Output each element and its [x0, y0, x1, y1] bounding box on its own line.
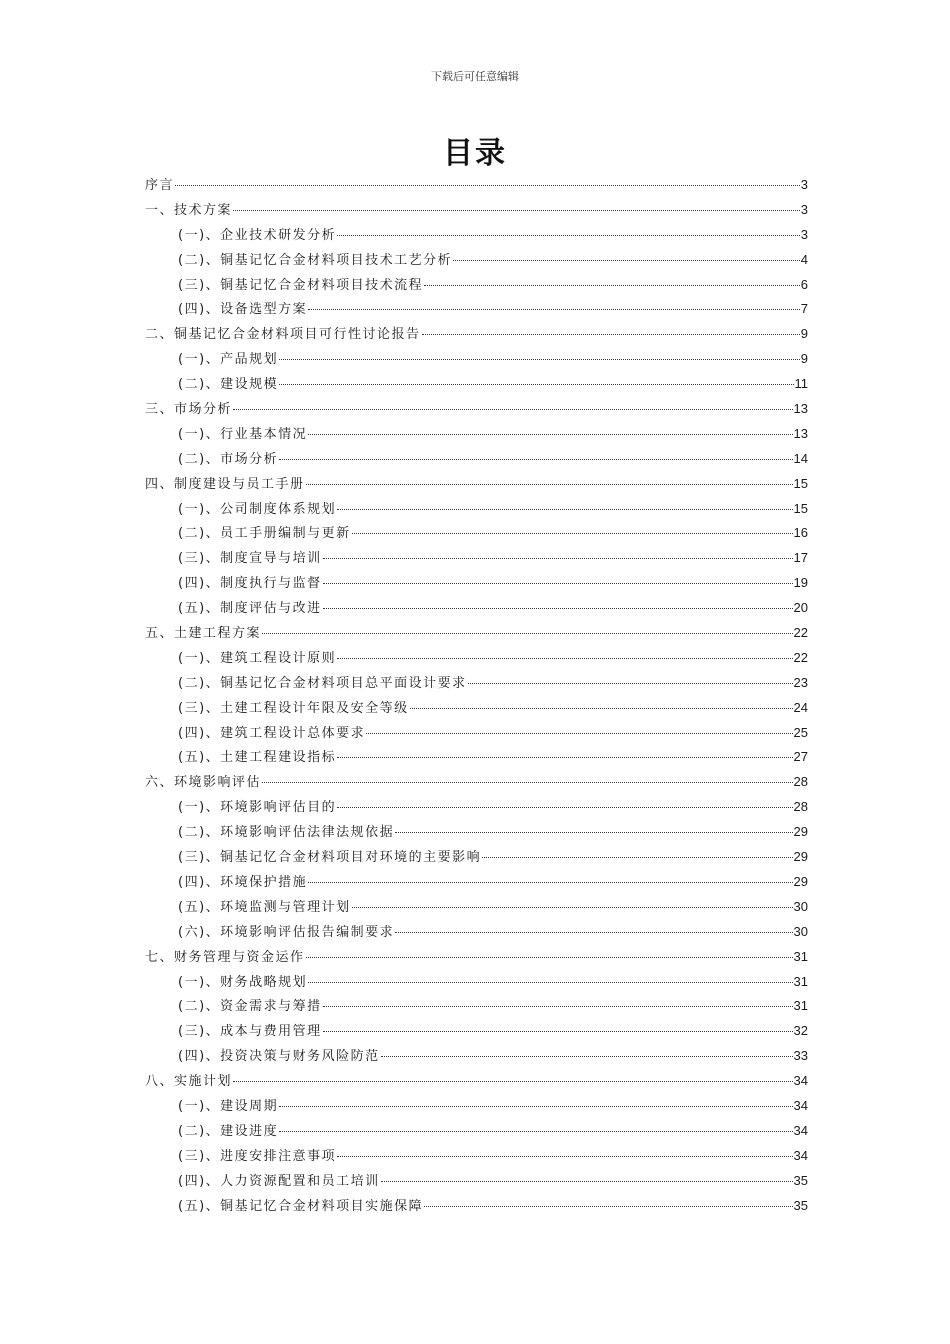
toc-entry-label: (二)、资金需求与筹措	[178, 999, 322, 1015]
toc-page-number: 27	[793, 749, 808, 765]
toc-page-number: 32	[793, 1023, 808, 1039]
toc-subentry[interactable]	[145, 348, 808, 373]
toc-leader-dots	[308, 434, 792, 435]
toc-entry[interactable]	[145, 323, 808, 348]
toc-page-number: 19	[793, 575, 808, 591]
toc-leader-dots	[424, 285, 800, 286]
toc-entry[interactable]	[145, 199, 808, 224]
toc-page-number: 34	[793, 1147, 808, 1163]
toc-entry-label: (一)、建筑工程设计原则	[178, 650, 337, 666]
toc-subentry[interactable]	[145, 871, 808, 896]
toc-leader-dots	[337, 1156, 792, 1157]
toc-page-number: 13	[793, 425, 808, 441]
toc-leader-dots	[352, 907, 793, 908]
toc-entry-label: (五)、土建工程建设指标	[178, 750, 337, 766]
toc-page-number: 15	[793, 500, 808, 516]
toc-entry-label: (五)、铜基记忆合金材料项目实施保障	[178, 1198, 424, 1214]
toc-entry[interactable]	[145, 473, 808, 498]
toc-subentry[interactable]	[145, 498, 808, 523]
toc-entry-label: 二、铜基记忆合金材料项目可行性讨论报告	[145, 327, 421, 343]
toc-leader-dots	[279, 384, 793, 385]
toc-page-number: 6	[800, 276, 808, 292]
toc-entry-label: (六)、环境影响评估报告编制要求	[178, 924, 395, 940]
toc-page-number: 34	[793, 1073, 808, 1089]
toc-page-number: 23	[793, 674, 808, 690]
toc-subentry[interactable]	[145, 722, 808, 747]
toc-leader-dots	[323, 608, 793, 609]
toc-page-number: 28	[793, 774, 808, 790]
toc-page-number: 28	[793, 799, 808, 815]
toc-entry-label: (三)、土建工程设计年限及安全等级	[178, 700, 409, 716]
toc-page-number: 29	[793, 873, 808, 889]
toc-leader-dots	[279, 1106, 792, 1107]
toc-entry-label: (四)、制度执行与监督	[178, 576, 322, 592]
toc-entry-label: 五、土建工程方案	[145, 626, 262, 642]
toc-subentry[interactable]	[145, 1145, 808, 1170]
toc-page-number: 35	[793, 1172, 808, 1188]
toc-entry-label: (一)、财务战略规划	[178, 974, 308, 990]
toc-entry-label: (五)、环境监测与管理计划	[178, 899, 351, 915]
toc-subentry[interactable]	[145, 522, 808, 547]
toc-subentry[interactable]	[145, 249, 808, 274]
toc-leader-dots	[323, 558, 793, 559]
toc-subentry[interactable]	[145, 373, 808, 398]
toc-leader-dots	[395, 832, 792, 833]
toc-leader-dots	[279, 359, 800, 360]
toc-leader-dots	[279, 459, 792, 460]
toc-page-number: 31	[793, 998, 808, 1014]
toc-leader-dots	[233, 1081, 793, 1082]
page-title: 目录	[443, 136, 507, 171]
toc-page-number: 20	[793, 600, 808, 616]
toc-leader-dots	[308, 309, 800, 310]
toc-subentry[interactable]	[145, 971, 808, 996]
toc-entry[interactable]	[145, 622, 808, 647]
toc-entry-label: 一、技术方案	[145, 202, 233, 218]
toc-entry-label: (三)、成本与费用管理	[178, 1024, 322, 1040]
toc-entry-label: (一)、建设周期	[178, 1098, 279, 1114]
toc-leader-dots	[352, 533, 793, 534]
toc-page-number: 29	[793, 824, 808, 840]
toc-subentry[interactable]	[145, 1020, 808, 1045]
toc-leader-dots	[410, 708, 793, 709]
toc-page-number: 17	[793, 550, 808, 566]
toc-subentry[interactable]	[145, 995, 808, 1020]
toc-subentry[interactable]	[145, 224, 808, 249]
toc-leader-dots	[366, 733, 792, 734]
toc-subentry[interactable]	[145, 796, 808, 821]
toc-entry-label: 序言	[145, 178, 175, 193]
toc-entry-label: (四)、建筑工程设计总体要求	[178, 725, 366, 741]
toc-subentry[interactable]	[145, 846, 808, 871]
table-of-contents	[145, 174, 808, 1219]
toc-entry[interactable]	[145, 1070, 808, 1095]
toc-entry-label: (三)、进度安排注意事项	[178, 1148, 337, 1164]
toc-entry-label: (一)、行业基本情况	[178, 426, 308, 442]
toc-entry-label: (二)、铜基记忆合金材料项目总平面设计要求	[178, 675, 467, 691]
toc-page-number: 33	[793, 1048, 808, 1064]
toc-subentry[interactable]	[145, 597, 808, 622]
toc-leader-dots	[337, 235, 800, 236]
toc-subentry[interactable]	[145, 1195, 808, 1220]
toc-entry-label: (五)、制度评估与改进	[178, 601, 322, 617]
toc-leader-dots	[306, 957, 793, 958]
toc-subentry[interactable]	[145, 821, 808, 846]
toc-entry-label: (二)、环境影响评估法律法规依据	[178, 825, 395, 841]
toc-page-number: 4	[800, 251, 808, 267]
toc-leader-dots	[482, 857, 792, 858]
toc-subentry[interactable]	[145, 547, 808, 572]
toc-page-number: 14	[793, 450, 808, 466]
toc-page-number: 35	[793, 1197, 808, 1213]
toc-entry-label: 四、制度建设与员工手册	[145, 476, 305, 492]
toc-page-number: 3	[800, 201, 808, 217]
toc-page-number: 31	[793, 948, 808, 964]
toc-subentry[interactable]	[145, 448, 808, 473]
toc-entry-label: (四)、设备选型方案	[178, 302, 308, 318]
toc-leader-dots	[381, 1056, 793, 1057]
toc-subentry[interactable]	[145, 274, 808, 299]
toc-leader-dots	[323, 1031, 793, 1032]
toc-page-number: 16	[793, 525, 808, 541]
toc-entry[interactable]	[145, 946, 808, 971]
toc-subentry[interactable]	[145, 697, 808, 722]
toc-entry-label: (二)、员工手册编制与更新	[178, 526, 351, 542]
toc-entry-label: (二)、市场分析	[178, 451, 279, 467]
toc-entry-label: (三)、铜基记忆合金材料项目技术流程	[178, 277, 424, 293]
toc-entry[interactable]	[145, 771, 808, 796]
toc-entry-label: (一)、企业技术研发分析	[178, 227, 337, 243]
toc-entry-label: (四)、人力资源配置和员工培训	[178, 1173, 380, 1189]
toc-page-number: 34	[793, 1122, 808, 1138]
toc-subentry[interactable]	[145, 746, 808, 771]
toc-leader-dots	[424, 1206, 792, 1207]
toc-leader-dots	[381, 1181, 793, 1182]
toc-leader-dots	[308, 882, 792, 883]
toc-entry-label: (三)、制度宣导与培训	[178, 551, 322, 567]
toc-entry-label: (一)、产品规划	[178, 352, 279, 368]
page-header: 下载后可任意编辑	[431, 70, 519, 83]
toc-subentry[interactable]	[145, 423, 808, 448]
toc-leader-dots	[175, 185, 800, 186]
toc-page-number: 9	[800, 351, 808, 367]
toc-leader-dots	[233, 210, 800, 211]
toc-page-number: 34	[793, 1097, 808, 1113]
toc-page-number: 3	[800, 177, 808, 192]
toc-entry[interactable]	[145, 398, 808, 423]
toc-subentry[interactable]	[145, 1095, 808, 1120]
toc-entry-label: (四)、环境保护措施	[178, 874, 308, 890]
toc-page-number: 11	[794, 376, 808, 392]
toc-entry-label: 七、财务管理与资金运作	[145, 949, 305, 965]
toc-page-number: 13	[793, 401, 808, 417]
toc-subentry[interactable]	[145, 921, 808, 946]
toc-subentry[interactable]	[145, 1120, 808, 1145]
toc-page-number: 30	[793, 923, 808, 939]
toc-subentry[interactable]	[145, 896, 808, 921]
toc-leader-dots	[453, 260, 800, 261]
toc-leader-dots	[468, 683, 793, 684]
toc-leader-dots	[262, 633, 793, 634]
toc-page-number: 29	[793, 849, 808, 865]
toc-subentry[interactable]	[145, 1045, 808, 1070]
toc-entry-label: (四)、投资决策与财务风险防范	[178, 1049, 380, 1065]
toc-entry-label: 六、环境影响评估	[145, 775, 262, 791]
toc-leader-dots	[279, 1131, 792, 1132]
toc-leader-dots	[323, 1006, 793, 1007]
toc-page-number: 15	[793, 475, 808, 491]
toc-subentry[interactable]	[145, 572, 808, 597]
toc-entry-label: (一)、公司制度体系规划	[178, 501, 337, 517]
toc-page-number: 22	[793, 625, 808, 641]
toc-leader-dots	[337, 757, 792, 758]
toc-page-number: 24	[793, 699, 808, 715]
toc-leader-dots	[337, 658, 792, 659]
toc-subentry[interactable]	[145, 298, 808, 323]
toc-leader-dots	[308, 982, 792, 983]
toc-entry[interactable]	[145, 174, 808, 199]
toc-subentry[interactable]	[145, 647, 808, 672]
toc-entry-label: (二)、铜基记忆合金材料项目技术工艺分析	[178, 252, 453, 268]
toc-leader-dots	[337, 807, 792, 808]
toc-entry-label: (二)、建设规模	[178, 377, 279, 393]
toc-page-number: 31	[793, 973, 808, 989]
toc-leader-dots	[337, 509, 792, 510]
toc-page-number: 22	[793, 649, 808, 665]
toc-page-number: 9	[800, 326, 808, 342]
toc-page-number: 25	[793, 724, 808, 740]
toc-page-number: 3	[800, 226, 808, 242]
toc-leader-dots	[323, 583, 793, 584]
toc-leader-dots	[233, 409, 793, 410]
toc-subentry[interactable]	[145, 1170, 808, 1195]
toc-entry-label: 三、市场分析	[145, 402, 233, 418]
toc-leader-dots	[262, 782, 793, 783]
toc-page-number: 7	[800, 301, 808, 317]
toc-entry-label: (三)、铜基记忆合金材料项目对环境的主要影响	[178, 850, 482, 866]
toc-leader-dots	[422, 334, 800, 335]
toc-leader-dots	[395, 932, 792, 933]
toc-entry-label: (二)、建设进度	[178, 1123, 279, 1139]
toc-page-number: 30	[793, 898, 808, 914]
toc-leader-dots	[306, 484, 793, 485]
toc-subentry[interactable]	[145, 672, 808, 697]
toc-entry-label: 八、实施计划	[145, 1074, 233, 1090]
toc-entry-label: (一)、环境影响评估目的	[178, 800, 337, 816]
